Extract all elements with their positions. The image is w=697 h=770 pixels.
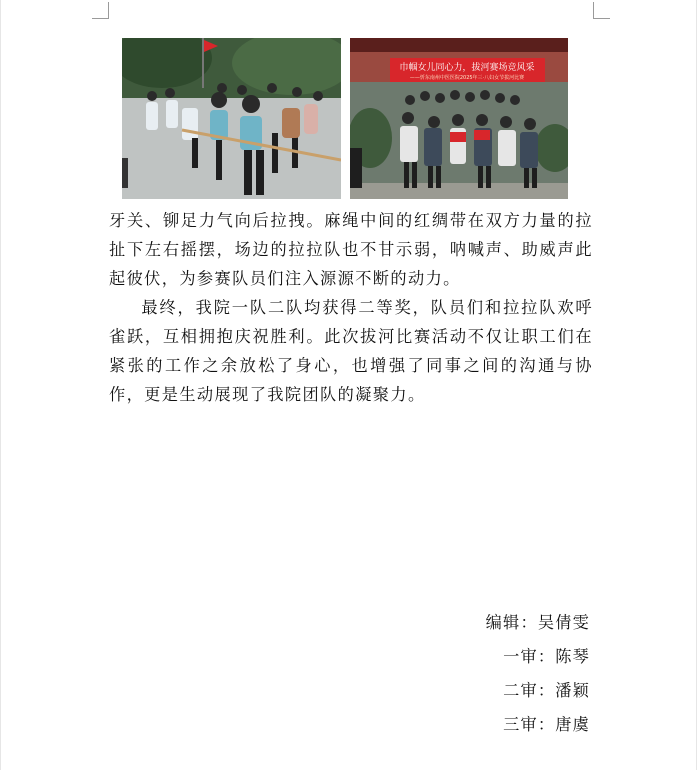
article-body	[109, 206, 593, 409]
credit-editor: 编辑：吴倩雯	[485, 613, 590, 632]
article-paragraph: 最终，我院一队二队均获得二等奖，队员们和拉拉队欢呼雀跃，互相拥抱庆祝胜利。此次拔河比赛活动不仅让职工们在紧张的工作之余放松了身心，也增强了同事之间的沟通与协作，更是生动展现了我院团队的凝聚力。	[109, 298, 593, 404]
banner-sub-text: ——忻东南州中医医院2025年三·八妇女节拔河比赛	[409, 75, 525, 81]
credit-first-review: 一审：陈琴	[503, 647, 590, 666]
margin-corner-marker	[593, 2, 610, 19]
credits-block	[486, 606, 590, 742]
banner-main-text: 巾帼女儿同心力，拔河赛场竞风采	[399, 63, 535, 73]
margin-corner-marker	[92, 2, 109, 19]
article-paragraph: 牙关、铆足力气向后拉拽。麻绳中间的红绸带在双方力量的拉扯下左右摇摆，场边的拉拉队也不甘示弱，呐喊声、助威声此起彼伏，为参赛队员们注入源源不断的动力。	[109, 211, 593, 288]
group-photo	[350, 38, 568, 199]
credit-third-review: 三审：唐虞	[503, 715, 590, 734]
credit-second-review: 二审：潘颖	[503, 681, 590, 700]
tug-of-war-photo	[122, 38, 341, 199]
